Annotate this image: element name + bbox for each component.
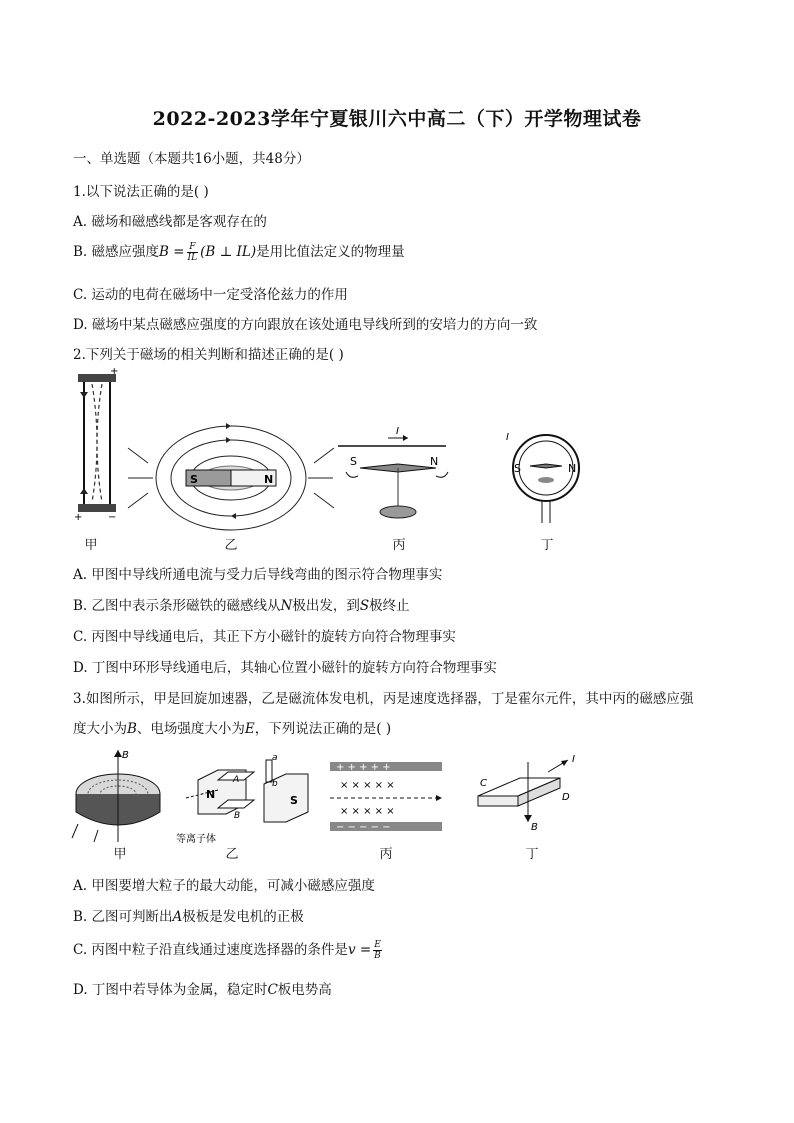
q2-fig-ding-drawing [506,432,579,523]
q2-fig-jia-drawing [74,368,118,523]
q2-fig-ding-n: N [568,462,577,475]
q2-fig-bing-n: N [430,455,439,468]
q3-option-c-pre: C. 丙图中粒子沿直线通过速度选择器的条件是 [73,942,348,958]
q1-option-d: D. 磁场中某点磁感应强度的方向跟放在该处通电导线所到的安培力的方向一致 [73,317,538,333]
q1-option-a: A. 磁场和磁感线都是客观存在的 [73,214,267,230]
q3-fig-yi-bsmall: b [272,779,278,789]
q3-fig-bing-drawing [330,762,442,833]
q2-option-b-pre: B. 乙图中表示条形磁铁的磁感线从 [73,598,281,614]
q2-fig-label-jia: 甲 [84,538,98,553]
q1-option-b [73,240,405,263]
section-heading: 一、单选题（本题共16小题，共48分） [73,151,310,167]
q2-fig-ding-s: S [514,462,521,475]
q3-option-c [73,938,384,961]
q3-fig-ding-i: I [572,754,575,765]
q3-fig-yi-s: S [290,794,298,807]
svg-text:+: + [110,368,119,377]
q3-option-d-post: 板电势高 [277,982,332,998]
svg-text:× × × × ×: × × × × × [340,780,395,791]
q3-option-c-den: B [374,951,381,961]
q2-fig-label-yi: 乙 [224,538,238,553]
q3-stem-post: ，下列说法正确的是( ) [254,721,392,737]
q2-fig-yi-n: N [264,473,274,486]
q3-option-b-pre: B. 乙图可判断出 [73,909,173,925]
q3-stem-line1: 3.如图所示，甲是回旋加速器，乙是磁流体发电机，丙是速度选择器，丁是霍尔元件，其中丙的磁感应强 [73,691,694,707]
svg-text:−: − [108,512,117,523]
q3-stem-e: E [244,721,255,737]
q3-option-b-a: A [172,909,183,925]
q3-option-c-fraction [373,940,382,961]
q3-stem-mid: 、电场强度大小为 [136,721,245,737]
q3-fig-yi-a-plate: A [233,775,240,785]
q2-fig-label-ding: 丁 [540,538,554,553]
q3-fig-yi-a: a [272,753,278,763]
q3-fig-label-bing: 丙 [379,847,393,862]
q2-fig-ding-i: I [506,432,509,443]
q3-option-b [73,905,304,925]
q2-fig-label-bing: 丙 [392,538,406,553]
q3-fig-yi-b-plate: B [234,811,241,821]
q2-stem: 2.下列关于磁场的相关判断和描述正确的是( ) [73,347,344,363]
q1-stem: 1.以下说法正确的是( ) [73,184,209,200]
q3-option-d [73,978,332,998]
q2-option-a: A. 甲图中导线所通电流与受力后导线弯曲的图示符合物理事实 [73,567,443,583]
q3-option-a: A. 甲图要增大粒子的最大动能，可减小磁感应强度 [73,878,375,894]
q1-formula-cond: (B ⊥ IL) [200,244,257,260]
q3-fig-label-yi: 乙 [225,847,239,862]
svg-text:+: + [74,512,83,523]
q3-fig-yi-plasma: 等离子体 [176,834,216,845]
q1-option-b-pre: B. 磁感应强度 [73,244,160,260]
q3-fig-label-ding: 丁 [525,847,539,862]
q2-option-b-post: 极终止 [369,598,410,614]
q2-figures [68,368,588,533]
q3-option-d-pre: D. 丁图中若导体为金属，稳定时 [73,982,268,998]
q3-fig-label-jia: 甲 [113,847,127,862]
q3-stem-pre: 度大小为 [73,721,127,737]
q2-option-c: C. 丙图中导线通电后，其正下方小磁针的旋转方向符合物理事实 [73,629,456,645]
q1-formula-lhs: B = [159,244,185,260]
exam-title: 2022-2023学年宁夏银川六中高二（下）开学物理试卷 [152,108,642,130]
q3-fig-jia-drawing [72,750,160,842]
q2-fig-yi-drawing [128,423,334,530]
q3-fig-jia-b: B [122,750,129,761]
q2-option-d: D. 丁图中环形导线通电后，其轴心位置小磁针的旋转方向符合物理事实 [73,660,497,676]
q2-option-b-n: N [280,598,293,614]
q2-option-b [73,594,410,614]
q2-option-b-s: S [359,598,370,614]
q3-option-c-num: E [374,940,381,950]
q3-option-d-c: C [267,982,278,998]
q3-fig-ding-drawing [478,754,575,833]
q2-fig-yi-s: S [190,473,198,486]
q3-option-c-lhs: v = [347,942,372,958]
q2-fig-bing-s: S [350,455,357,468]
q3-stem-b: B [127,721,137,737]
q1-option-c: C. 运动的电荷在磁场中一定受洛伦兹力的作用 [73,287,348,303]
q3-fig-ding-b: B [531,822,538,833]
svg-text:× × × × ×: × × × × × [340,806,395,817]
q2-fig-bing-i: I [396,426,399,437]
q3-fig-ding-c: C [480,778,487,789]
q3-fig-yi-drawing [176,753,308,845]
q3-stem-line2 [73,717,391,737]
q2-option-b-mid: 极出发，到 [292,598,360,614]
q2-fig-bing-drawing [338,426,448,518]
svg-text:− − − − −: − − − − − [336,822,391,833]
q1-formula-den: IL [187,253,198,263]
q3-option-b-post: 极板是发电机的正极 [182,909,304,925]
q1-formula-num: F [187,242,199,253]
q1-option-b-post: 是用比值法定义的物理量 [256,244,405,260]
q3-fig-ding-d: D [562,792,570,803]
q1-formula-fraction [187,242,199,263]
q3-fig-yi-n: N [206,788,216,801]
svg-text:+ + + + +: + + + + + [336,762,391,773]
q3-figures [68,742,588,847]
